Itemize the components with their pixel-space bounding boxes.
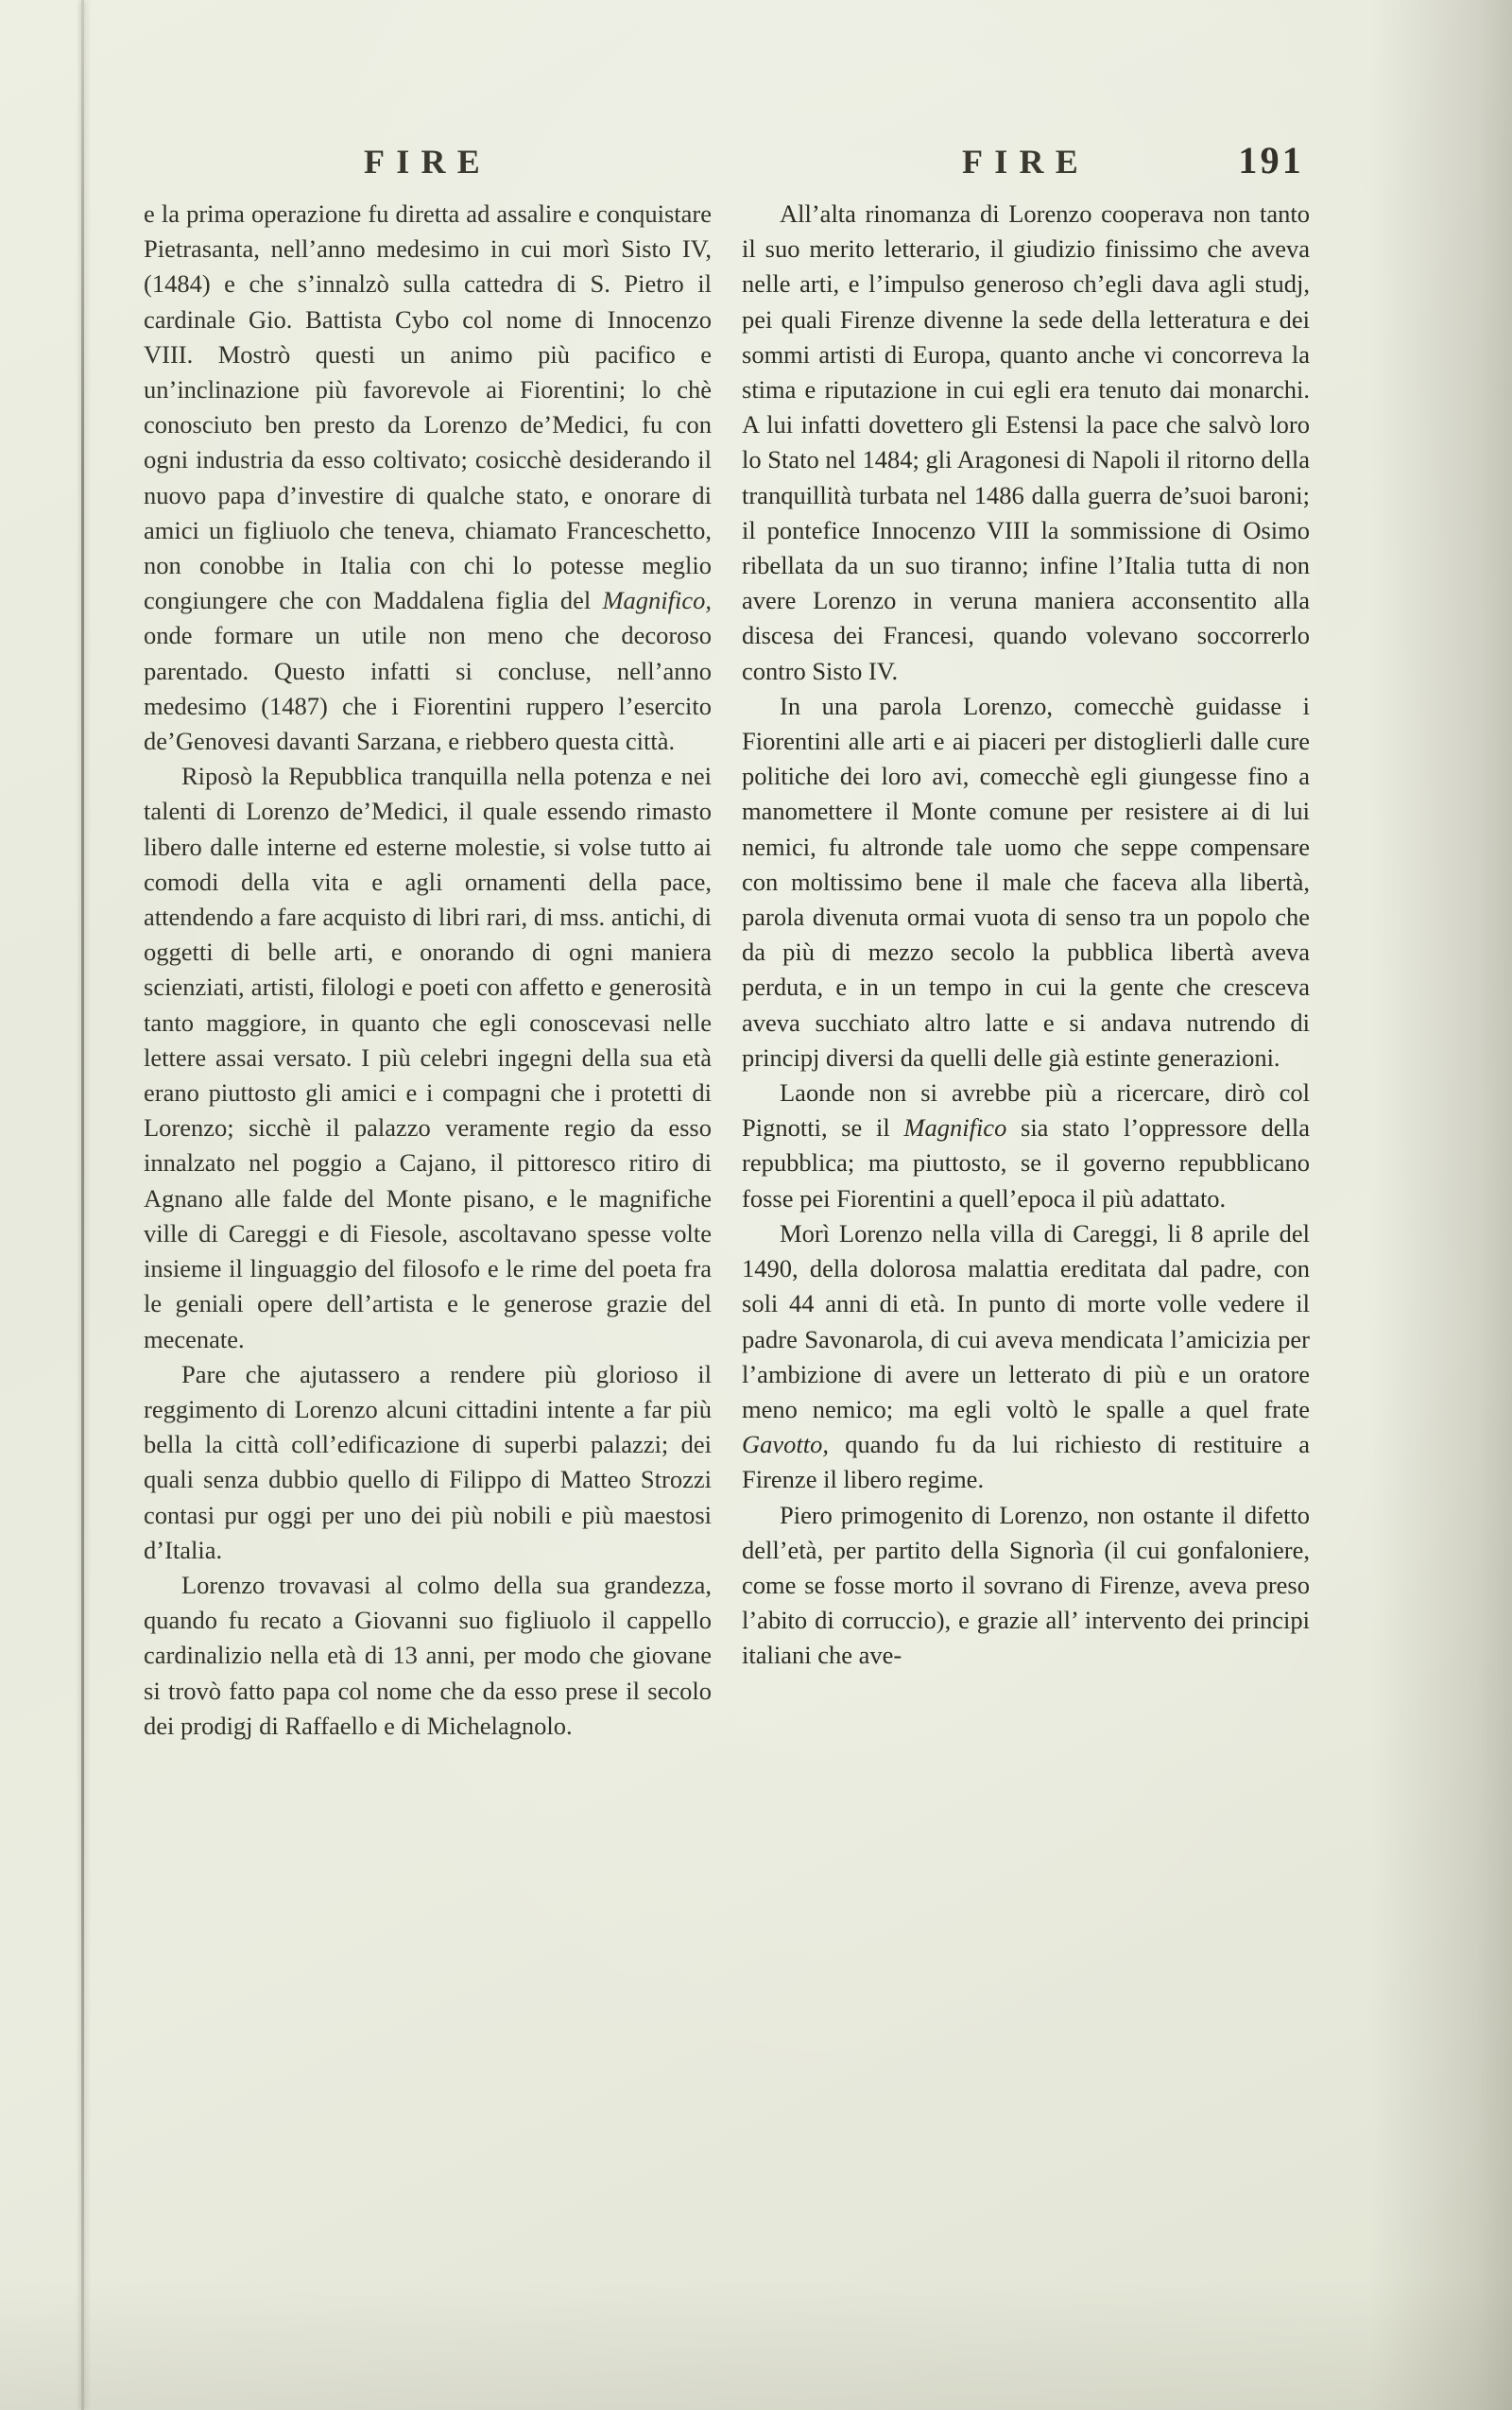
- page-content: [144, 139, 1310, 1744]
- italic-text: Gavotto,: [742, 1430, 829, 1459]
- page-number: 191: [1238, 139, 1304, 181]
- italic-text: Magnifico,: [602, 586, 712, 615]
- page-edge-shadow-bottom: [0, 2278, 1512, 2410]
- paragraph: [144, 1568, 712, 1744]
- header-right: [742, 139, 1310, 181]
- text-run: Laonde non si avrebbe più a ricercare, dirò col Pignotti, se il: [742, 1078, 1310, 1143]
- text-columns: [144, 197, 1310, 1744]
- running-title-right: FIRE: [962, 143, 1090, 181]
- paragraph: [742, 197, 1310, 689]
- paragraph: [742, 1498, 1310, 1674]
- running-header: [144, 139, 1310, 181]
- paragraph: [144, 759, 712, 1356]
- text-run: e la prima operazione fu diretta ad assalire e conquistare Pietrasanta, nell’anno medesimo in cui morì Sisto IV, (1484) e che s’innalzò sulla cattedra di S. Pietro il cardinale Gio. Battista Cybo col nome di Innocenzo VIII. Mostrò questi un animo più pacifico e un’inclinazione più favorevole ai Fiorentini; lo chè conosciuto ben presto da Lorenzo de’Medici, fu con ogni industria da esso coltivato; cosicchè desiderando il nuovo papa d’investire di qualche stato, e onorare di amici un figliuolo che teneva, chiamato Franceschetto, non conobbe in Italia con chi lo potesse meglio congiungere che con Maddalena figlia del: [144, 199, 712, 615]
- text-run: Lorenzo trovavasi al colmo della sua grandezza, quando fu recato a Giovanni suo figliuolo il cappello cardinalizio nella età di 13 anni, per modo che giovane si trovò fatto papa col nome che da esso prese il secolo dei prodigj di Raffaello e di Michelagnolo.: [144, 1570, 712, 1740]
- paragraph: [742, 689, 1310, 1076]
- paragraph: [144, 197, 712, 759]
- italic-text: Magnifico: [903, 1113, 1007, 1143]
- running-title-left: FIRE: [364, 143, 491, 181]
- paragraph: [144, 1357, 712, 1568]
- paragraph: [742, 1076, 1310, 1216]
- text-run: In una parola Lorenzo, comecchè guidasse i Fiorentini alle arti e ai piaceri per distoglierli dalle cure politiche dei loro avi, comecchè egli giungesse fino a manomettere il Monte comune per resistere ai di lui nemici, fu altronde tale uomo che seppe compensare con moltissimo bene il male che faceva alla libertà, parola divenuta ormai vuota di senso tra un popolo che da più di mezzo secolo la pubblica libertà aveva perduta, e in un tempo in cui la gente che cresceva aveva succhiato altro latte e si andava nutrendo di principj diversi da quelli delle già estinte generazioni.: [742, 691, 1310, 1072]
- text-run: Morì Lorenzo nella villa di Careggi, li 8 aprile del 1490, della dolorosa malattia ereditata dal padre, con soli 44 anni di età. In punto di morte volle vedere il padre Savonarola, di cui aveva mendicata l’amicizia per l’ambizione di avere un letterato di più e un oratore meno nemico; ma egli voltò le spalle a quel frate: [742, 1218, 1310, 1423]
- text-run: onde formare un utile non meno che decoroso parentado. Questo infatti si concluse, nell’anno medesimo (1487) che i Fiorentini ruppero l’esercito de’Genovesi davanti Sarzana, e riebbero questa città.: [144, 621, 712, 756]
- header-left: [144, 142, 712, 181]
- page-edge-shadow-right: [1370, 0, 1512, 2410]
- right-column: [742, 197, 1310, 1744]
- text-run: Pare che ajutassero a rendere più glorioso il reggimento di Lorenzo alcuni cittadini intente a far più bella la città coll’edificazione di superbi palazzi; dei quali senza dubbio quello di Filippo di Matteo Strozzi contasi pur oggi per uno dei più nobili e più maestosi d’Italia.: [144, 1359, 712, 1564]
- page-gutter-shadow: [81, 0, 84, 2410]
- text-run: sia stato l’oppressore della repubblica; ma piuttosto, se il governo repubblicano fosse pei Fiorentini a quell’epoca il più adattato.: [742, 1113, 1310, 1213]
- text-run: quando fu da lui richiesto di restituire a Firenze il libero regime.: [742, 1430, 1310, 1494]
- text-run: Piero primogenito di Lorenzo, non ostante il difetto dell’età, per partito della Signorìa (il cui gonfaloniere, come se fosse morto il sovrano di Firenze, aveva preso l’abito di corruccio), e grazie all’ intervento dei principi italiani che ave-: [742, 1500, 1310, 1670]
- text-run: All’alta rinomanza di Lorenzo cooperava non tanto il suo merito letterario, il giudizio finissimo che aveva nelle arti, e l’impulso generoso ch’egli dava agli studj, pei quali Firenze divenne la sede della letteratura e dei sommi artisti di Europa, quanto anche vi concorreva la stima e riputazione in cui egli era tenuto dai monarchi. A lui infatti dovettero gli Estensi la pace che salvò loro lo Stato nel 1484; gli Aragonesi di Napoli il ritorno della tranquillità turbata nel 1486 dalla guerra de’suoi baroni; il pontefice Innocenzo VIII la sommissione di Osimo ribellata da un suo tiranno; infine l’Italia tutta di non avere Lorenzo in veruna maniera acconsentito alla discesa dei Francesi, quando volevano soccorrerlo contro Sisto IV.: [742, 199, 1310, 685]
- text-run: Riposò la Repubblica tranquilla nella potenza e nei talenti di Lorenzo de’Medici, il quale essendo rimasto libero dalle interne ed esterne molestie, si volse tutto ai comodi della vita e agli ornamenti della pace, attendendo a fare acquisto di libri rari, di mss. antichi, di oggetti di belle arti, e onorando di ogni maniera scienziati, artisti, filologi e poeti con affetto e generosità tanto maggiore, in quanto che egli conoscevasi nelle lettere assai versato. I più celebri ingegni della sua età erano piuttosto gli amici e i compagni che i protetti di Lorenzo; sicchè il palazzo veramente regio da esso innalzato nel poggio a Cajano, il pittoresco ritiro di Agnano alle falde del Monte pisano, e le magnifiche ville di Careggi e di Fiesole, ascoltavano spesse volte insieme il linguaggio del filosofo e le rime del poeta fra le geniali opere dell’artista e le generose grazie del mecenate.: [144, 762, 712, 1353]
- left-column: [144, 197, 712, 1744]
- paragraph: [742, 1216, 1310, 1498]
